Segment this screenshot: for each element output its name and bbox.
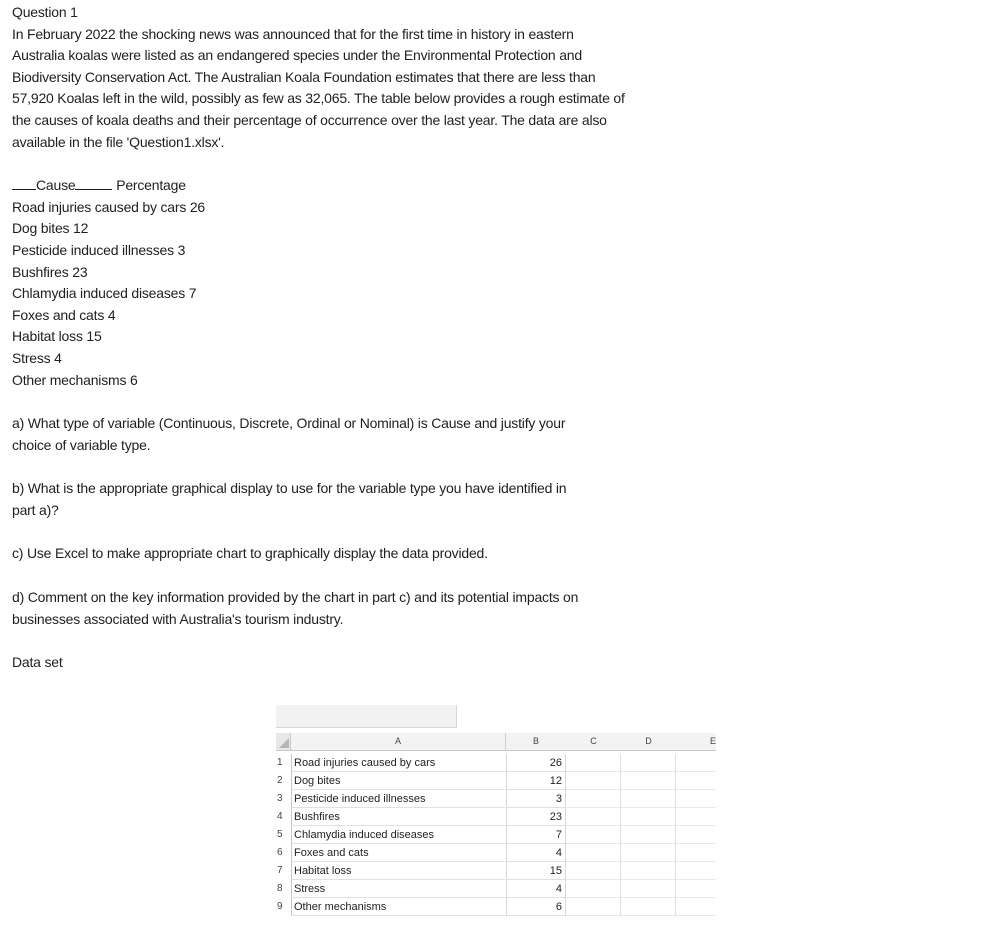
- empty-cell[interactable]: [621, 844, 676, 862]
- empty-cell[interactable]: [621, 808, 676, 826]
- empty-cell[interactable]: [566, 808, 621, 826]
- row-number: 9: [277, 901, 283, 912]
- table-header: [12, 175, 672, 197]
- intro-line: the causes of koala deaths and their percentage of occurrence over the last year. The data are also: [12, 111, 607, 128]
- row-number: 4: [277, 811, 283, 822]
- empty-cell[interactable]: [676, 862, 716, 880]
- column-header-d: D: [621, 733, 677, 751]
- data-line: Stress 4: [12, 349, 62, 366]
- empty-cell[interactable]: [676, 808, 716, 826]
- column-header-b: B: [506, 733, 567, 751]
- data-list: [12, 197, 672, 391]
- empty-cell[interactable]: [621, 898, 676, 916]
- cell-cause[interactable]: Dog bites: [291, 772, 505, 790]
- empty-cell[interactable]: [566, 826, 621, 844]
- intro-line: In February 2022 the shocking news was announced that for the first time in history in eastern: [12, 25, 574, 42]
- part-a-line: a) What type of variable (Continuous, Discrete, Ordinal or Nominal) is Cause and justify your: [12, 415, 566, 432]
- part-d-line: businesses associated with Australia's tourism industry.: [12, 610, 344, 627]
- header-underline: [75, 177, 112, 190]
- empty-cell[interactable]: [676, 844, 716, 862]
- empty-cell[interactable]: [566, 880, 621, 898]
- intro-line: 57,920 Koalas left in the wild, possibly as few as 32,065. The table below provides a rough estimate of: [12, 90, 625, 107]
- empty-cell[interactable]: [621, 880, 676, 898]
- empty-cell[interactable]: [676, 754, 716, 772]
- cell-value[interactable]: 4: [506, 844, 566, 862]
- row-number: 7: [277, 865, 283, 876]
- intro-line: Biodiversity Conservation Act. The Australian Koala Foundation estimates that there are less than: [12, 68, 596, 85]
- cell-value[interactable]: 6: [506, 898, 566, 916]
- empty-cell[interactable]: [621, 790, 676, 808]
- empty-cell[interactable]: [621, 754, 676, 772]
- row-number: 3: [277, 793, 283, 804]
- empty-cell[interactable]: [676, 826, 716, 844]
- cell-cause[interactable]: Stress: [291, 880, 505, 898]
- empty-cell[interactable]: [566, 898, 621, 916]
- row-number: 6: [277, 847, 283, 858]
- cell-cause[interactable]: Road injuries caused by cars: [291, 754, 505, 772]
- empty-cell[interactable]: [676, 898, 716, 916]
- cell-value[interactable]: 15: [506, 862, 566, 880]
- cell-cause[interactable]: Chlamydia induced diseases: [291, 826, 505, 844]
- formula-bar-area: [276, 705, 457, 728]
- cell-value[interactable]: 12: [506, 772, 566, 790]
- question-title: Question 1: [12, 4, 78, 20]
- row-number: 8: [277, 883, 283, 894]
- empty-cell[interactable]: [566, 772, 621, 790]
- data-line: Dog bites 12: [12, 220, 89, 237]
- header-underline: [12, 177, 36, 190]
- empty-cell[interactable]: [566, 844, 621, 862]
- cell-cause[interactable]: Habitat loss: [291, 862, 505, 880]
- empty-cell[interactable]: [621, 862, 676, 880]
- cell-value[interactable]: 4: [506, 880, 566, 898]
- empty-cell[interactable]: [676, 772, 716, 790]
- part-a: [12, 413, 672, 456]
- data-line: Bushfires 23: [12, 263, 88, 280]
- part-d: [12, 587, 672, 630]
- intro-paragraph: [12, 24, 672, 154]
- column-header-e: E: [676, 733, 716, 751]
- empty-cell[interactable]: [621, 772, 676, 790]
- cell-cause[interactable]: Foxes and cats: [291, 844, 505, 862]
- column-header-a: A: [291, 733, 506, 751]
- spreadsheet-screenshot: [276, 705, 716, 925]
- intro-line: available in the file 'Question1.xlsx'.: [12, 133, 225, 150]
- row-number: 1: [277, 757, 283, 768]
- empty-cell[interactable]: [676, 790, 716, 808]
- empty-cell[interactable]: [566, 790, 621, 808]
- header-percentage: Percentage: [116, 177, 186, 194]
- data-line: Foxes and cats 4: [12, 306, 116, 323]
- part-c: [12, 543, 672, 565]
- empty-cell[interactable]: [566, 754, 621, 772]
- column-header-c: C: [566, 733, 622, 751]
- part-c-line: c) Use Excel to make appropriate chart to graphically display the data provided.: [12, 545, 488, 562]
- row-number: 2: [277, 775, 283, 786]
- header-cause: Cause: [36, 177, 76, 194]
- cell-cause[interactable]: Pesticide induced illnesses: [291, 790, 505, 808]
- cell-cause[interactable]: Other mechanisms: [291, 898, 505, 916]
- question-document: [12, 0, 672, 674]
- data-line: Habitat loss 15: [12, 328, 102, 345]
- empty-cell[interactable]: [566, 862, 621, 880]
- cell-value[interactable]: 3: [506, 790, 566, 808]
- cell-value[interactable]: 7: [506, 826, 566, 844]
- part-a-line: choice of variable type.: [12, 436, 151, 453]
- select-all-triangle-icon: [279, 738, 289, 748]
- cell-cause[interactable]: Bushfires: [291, 808, 505, 826]
- cell-value[interactable]: 26: [506, 754, 566, 772]
- part-d-line: d) Comment on the key information provided by the chart in part c) and its potential impacts on: [12, 589, 579, 606]
- data-line: Chlamydia induced diseases 7: [12, 285, 197, 302]
- data-line: Other mechanisms 6: [12, 371, 138, 388]
- data-line: Road injuries caused by cars 26: [12, 198, 206, 215]
- data-set-label: Data set: [12, 654, 63, 671]
- empty-cell[interactable]: [621, 826, 676, 844]
- part-b: [12, 478, 672, 521]
- part-b-line: b) What is the appropriate graphical display to use for the variable type you have identified in: [12, 480, 567, 497]
- empty-cell[interactable]: [676, 880, 716, 898]
- part-b-line: part a)?: [12, 501, 59, 518]
- intro-line: Australia koalas were listed as an endangered species under the Environmental Protection and: [12, 47, 582, 64]
- row-number: 5: [277, 829, 283, 840]
- data-line: Pesticide induced illnesses 3: [12, 241, 186, 258]
- cell-value[interactable]: 23: [506, 808, 566, 826]
